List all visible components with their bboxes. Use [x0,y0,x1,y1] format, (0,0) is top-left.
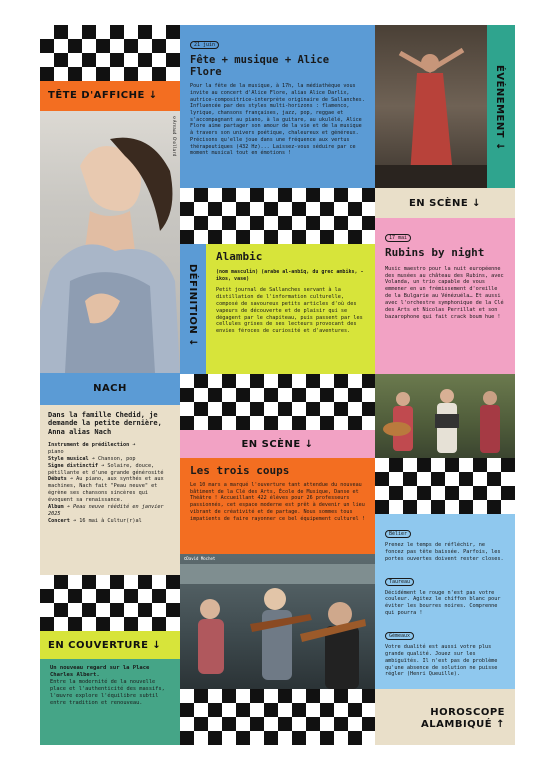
fact-value: Au piano, aux synthés et aux machines, Nach fait "Peau neuve" et égrène ses chansons sincères qui évoquent sa renaissance. [48,476,164,504]
sign-tag: Gémeaux [385,632,414,640]
date-tag: 17 mai [385,234,411,242]
band-label: DÉFINITION ↓ [187,264,198,348]
fete-box [180,25,375,188]
checker-pattern [180,689,375,745]
rubins-title: Rubins by night [385,246,485,259]
band-en-couverture [40,631,180,659]
fact-label: Album ➔ [48,503,70,510]
fact-value: Chanson, pop [97,455,136,462]
band-definition [180,244,206,374]
portrait-photo-nach [40,111,180,373]
band-label: NACH [93,383,127,394]
singer-illustration [375,25,487,188]
couverture-title: Un nouveau regard sur la Place Charles Albert. [50,665,150,679]
band-en-scene-top [375,188,515,218]
nach-interview [40,405,180,575]
band-label: TÊTE D'AFFICHE ↓ [48,90,158,101]
trio-photo [375,374,515,458]
fact-label: Débuts ➔ [48,476,73,483]
fact-value: 16 mai à Cultur(r)al [79,517,142,524]
horoscope-text: Décidément le rouge n'est pas votre couleur. Agitez le chiffon blanc pour éviter les bourres noires. Comprenne qui pourra ! [385,589,501,617]
fete-title: Fête + musique + Alice Flore [190,54,330,79]
magazine-page [40,25,515,745]
band-label: EN SCÈNE ↓ [408,198,482,209]
checker-pattern [40,575,180,631]
band-label: HOROSCOPE ALAMBIQUÉ ↑ [421,707,505,730]
band-tete-affiche [40,81,180,111]
band-label: EN SCÈNE ↓ [241,439,314,450]
fete-text: Pour la fête de la musique, à 17h, la médiathèque vous invite au concert d'Alice Flore, alias Alice Darlix, autrice-compositrice-interprète originaire de Sallanches. Influencée par des styles multi-horizons : flamenco, lyrique, chansons françaises, jazz, pop, reggae et s'accompagnant au piano, à la guitare, au ukulélé, Alice Flore aime partager son amour de la vie et de la musique à travers son univers poétique, chaleureux et généreux. Précisons qu'elle joue dans une fréquence aux vertus thérapeutiques (432 Hz)... Laissez-vous séduire par ce moment musical tout en émotions ! [190,83,365,157]
woman-portrait-illustration [40,111,180,373]
horoscope-text: Votre dualité est aussi votre plus grande qualité. Jouez sur les ambiguïtés. Il n'est pas de problème qu'une absence de solution ne puisse régler (Henri Queuille). [385,644,498,678]
fact-value: piano [48,449,64,456]
couverture-text: Entre la modernité de la nouvelle place et l'authenticité des massifs, l'œuvre explore l'équilibre subtil entre tradition et renouveau. [50,679,165,707]
trois-coups-text: Le 10 mars a marqué l'ouverture tant attendue du nouveau bâtiment de la Clé des Arts, École de Musique, Danse et Théâtre ! Accueillant 422 élèves pour 26 professeurs passionnés, cet espace moderne est prêt à devenir un lieu vibrant de créativité et de partage. Nous sommes tous impatients de faire rayonner ce bel équipement culturel ! [190,482,365,522]
photo-credit: ©David Mochet [184,556,216,561]
trois-coups-box [180,458,375,554]
couverture-box [40,659,180,745]
sign-tag: Taureau [385,578,414,586]
fact-label: Signe distinctif ➔ [48,462,105,469]
band-nach [40,373,180,405]
trio-illustration [375,374,515,458]
checker-pattern [40,25,180,81]
checker-pattern [375,458,515,514]
nach-title: Dans la famille Chedid, je demande la petite dernière, Anna alias Nach [48,411,162,436]
band-evenement [487,25,515,188]
alambic-box [206,244,375,374]
alambic-etymology: (nom masculin) (arabe al-anbīq, du grec ambiks, -ikos, vase) [216,269,364,282]
trois-coups-title: Les trois coups [190,464,290,477]
date-tag: 21 juin [190,41,219,49]
alambic-text: Petit journal de Sallanches servant à la distillation de l'information culturelle, composé de savoureux petits articles d'où des vapeurs de découverte et de plaisir qui se dégagent par le chapiteau, puis passent par les cellules grises de ses lecteurs provocant des envies féroces de curiosité et d'aventures. [216,287,363,335]
fact-label: Instrument de prédilection ➔ [48,442,136,449]
horoscope-box [375,514,515,689]
violinists-illustration [180,554,375,689]
sign-tag: Bélier [385,530,411,538]
singer-photo [375,25,487,188]
alambic-title: Alambic [216,250,263,263]
fact-value: Peau neuve réédité en janvier 2025 [48,503,164,517]
band-label: EN COUVERTURE ↓ [48,640,162,651]
photo-credit: ©Arnaud Chollard [172,115,177,157]
nach-facts [48,442,172,524]
rubins-text: Music maestro pour la nuit européenne des musées au château des Rubins, avec Volanda, un trio capable de vous emmener en un frémissement d'oreille de la Bulgarie au Vénézuéla… Et aussi avec l'orchestre symphonique de la Clé des Arts et Nicolas Perrillat et son bazarophone qui fait crack boum hue ! [385,265,504,320]
rubins-box [375,218,515,374]
checker-pattern [180,374,375,430]
band-en-scene [180,430,375,458]
band-horoscope [375,689,515,745]
band-label: ÉVÉNEMENT ↓ [494,65,505,151]
fact-label: Style musical ➔ [48,455,95,462]
checker-pattern [180,188,375,244]
fact-label: Concert ➔ [48,517,77,524]
horoscope-text: Prenez le temps de réfléchir, ne foncez pas tête baissée. Parfois, les portes ouvertes doivent rester closes. [385,542,504,562]
violinists-photo [180,554,375,689]
fact-value: Solaire, douce, pétillante et d'une grande générosité [48,462,164,476]
